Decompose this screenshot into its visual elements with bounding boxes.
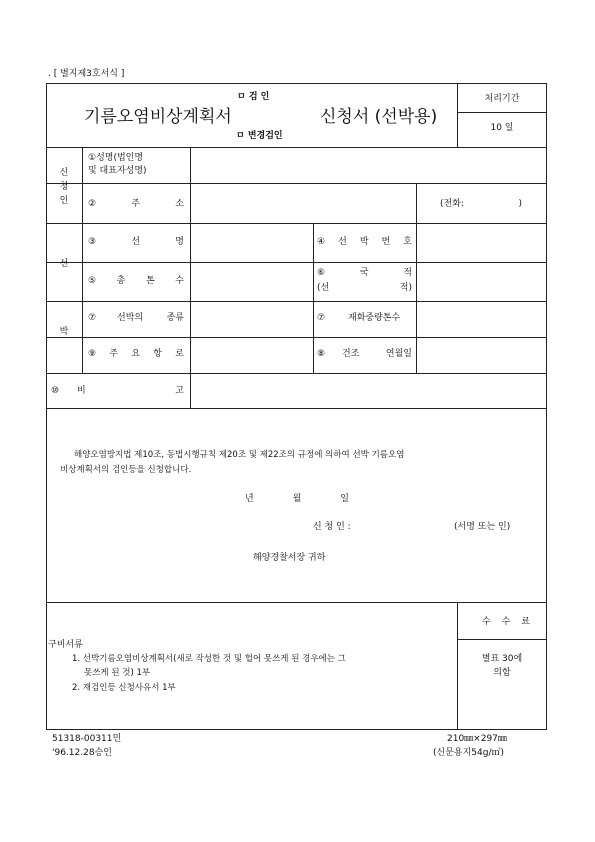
name-label-line2: 및 대표자성명) [88,166,147,176]
row-divider [46,262,547,263]
option-change-inspection: ㅁ 변경검인 [236,131,283,141]
fee-value-line2: 의함 [493,668,511,678]
ship-section-label-2: 박 [59,327,69,337]
form-title-left: 기름오염비상계획서 [84,107,232,127]
required-document-1a: 1. 선박기름오염비상계획서(새로 작성한 것 및 헐어 못쓰게 된 경우에는 그 [72,654,346,664]
ship-section-label-1: 선 [59,259,69,269]
applicant-section-label: 신 청 인 [59,168,69,206]
label-border [190,147,191,408]
main-route-label: ⑨ 주 요 항 로 [88,349,184,359]
phone-field: (전화: ) [440,199,522,209]
remarks-number: ⑩ [51,386,60,396]
form-frame [46,83,547,730]
required-documents-title: 구비서류 [48,640,83,650]
row-divider [46,183,547,184]
addressee: 해양경찰서장 귀하 [253,553,326,563]
required-document-1b: 못쓰게 된 것) 1부 [84,668,151,678]
processing-border [457,83,458,147]
form-title-right: 신청서 (선박용) [320,107,438,127]
row-divider [46,223,547,224]
right-label-border [416,183,417,373]
form-label: . [ 별지제3호서식 ] [48,69,125,79]
applicant-signature-label: 신 청 인 : [313,522,351,532]
nationality-label: ⑥ 국 적 [317,268,412,278]
ship-name-label: ③ 선 명 [88,237,184,247]
ship-type-number: ⑦ [88,313,97,323]
remarks-label: 비 고 [77,386,184,396]
fee-divider [457,639,547,640]
deadweight-number: ⑦ [317,313,326,323]
approval-date: '96.12.28승인 [52,748,112,758]
fee-border [457,602,458,730]
signature-or-seal: (서명 또는 인) [454,522,511,532]
option-inspection: ㅁ 검 인 [237,92,270,102]
row-divider [46,408,547,409]
processing-divider [457,112,547,113]
required-document-2: 2. 재검인등 신청사유서 1부 [72,683,176,693]
section-border [82,147,83,373]
ship-type-label: 선박의 종류 [117,313,184,323]
build-date-label: 건조 연월일 [342,349,412,359]
row-divider [46,602,547,603]
processing-period-label: 처리기간 [484,94,520,104]
ship-number-label: ④ 선 박 번 호 [317,237,412,247]
header-divider [46,147,547,148]
row-divider [46,301,547,302]
row-divider [46,373,547,374]
gross-tonnage-label: ⑤ 총 톤 수 [88,276,184,286]
paper-size: 210㎜×297㎜ [447,734,507,744]
fee-value-line1: 별표 30에 [481,654,523,664]
form-code: 51318-00311민 [52,734,122,744]
build-date-number: ⑧ [317,349,326,359]
processing-period-value: 10 일 [490,123,514,133]
port-of-registry-label: (선 적) [317,283,412,293]
mid-border [313,223,314,373]
paper-type: (신문용지54g/㎡) [433,748,504,758]
date-field: 년 월 일 [245,494,349,504]
deadweight-label: 재화중량톤수 [348,313,401,323]
declaration-line-1: 해양오염방지법 제10조, 동법시행규칙 제20조 및 제22조의 규정에 의하여 선박 기름오염 [74,450,405,460]
declaration-line-2: 비상계획서의 검인등을 신청합니다. [60,465,192,475]
address-label: ② 주 소 [88,199,184,209]
fee-label: 수 수 료 [482,617,530,627]
row-divider [46,337,547,338]
name-label-line1: ①성명(법인명 [88,153,144,163]
